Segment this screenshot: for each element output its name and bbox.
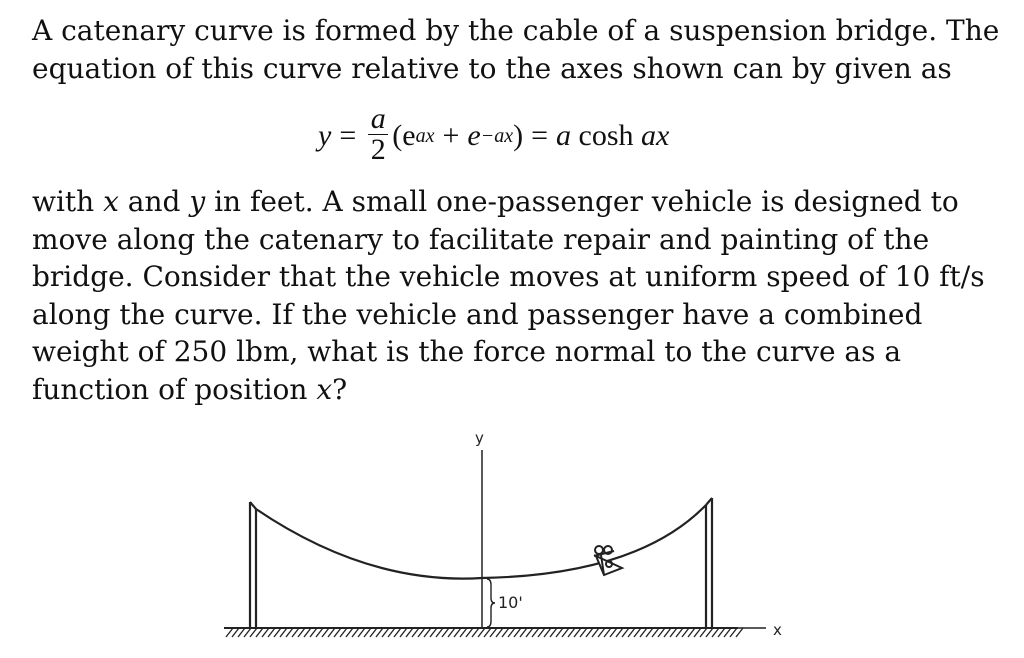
hatch-mark	[424, 628, 431, 637]
x-axis-label: x	[773, 621, 782, 639]
y-axis-label: y	[475, 429, 484, 447]
hatch-mark	[718, 628, 725, 637]
hatch-mark	[448, 628, 455, 637]
hatch-mark	[298, 628, 305, 637]
hatch-mark	[484, 628, 491, 637]
hatch-mark	[730, 628, 737, 637]
hatch-mark	[250, 628, 257, 637]
ground-hatching	[224, 628, 743, 637]
hatch-mark	[598, 628, 605, 637]
hatch-mark	[370, 628, 377, 637]
hatch-mark	[562, 628, 569, 637]
hatch-mark	[490, 628, 497, 637]
hatch-mark	[610, 628, 617, 637]
intro-line-1: A catenary curve is formed by the cable of a suspension bridge. The	[32, 14, 1000, 47]
var-x: x	[103, 185, 119, 218]
hatch-mark	[478, 628, 485, 637]
catenary-figure	[218, 425, 798, 650]
hatch-mark	[334, 628, 341, 637]
hatch-mark	[706, 628, 713, 637]
hatch-mark	[514, 628, 521, 637]
intro-line-2: equation of this curve relative to the axes shown can by given as	[32, 51, 952, 85]
hatch-mark	[304, 628, 311, 637]
eq-lhs: y	[318, 119, 332, 152]
hatch-mark	[676, 628, 683, 637]
hatch-mark	[280, 628, 287, 637]
hatch-mark	[268, 628, 275, 637]
body-line-6	[32, 371, 1002, 409]
right-tower	[706, 498, 712, 628]
body-line-5: weight of 250 lbm, what is the force normal to the curve as a	[32, 335, 902, 368]
hatch-mark	[622, 628, 629, 637]
body-line-4: along the curve. If the vehicle and passenger have a combined	[32, 297, 923, 331]
var-y: y	[189, 185, 206, 218]
eq-rhs-cosh: cosh	[578, 119, 634, 152]
hatch-mark	[526, 628, 533, 637]
hatch-mark	[346, 628, 353, 637]
hatch-mark	[406, 628, 413, 637]
body-text: function of position	[32, 372, 317, 406]
hatch-mark	[520, 628, 527, 637]
hatch-mark	[382, 628, 389, 637]
hatch-mark	[658, 628, 665, 637]
hatch-mark	[232, 628, 239, 637]
hatch-mark	[568, 628, 575, 637]
eq-equals-1: =	[339, 119, 357, 152]
eq-e2: e	[467, 119, 481, 152]
eq-open-e: (e	[392, 119, 416, 152]
hatch-mark	[496, 628, 503, 637]
hatch-mark	[670, 628, 677, 637]
hatch-mark	[532, 628, 539, 637]
var-x: x	[316, 372, 333, 406]
hatch-mark	[454, 628, 461, 637]
hatch-mark	[646, 628, 653, 637]
hatch-mark	[538, 628, 545, 637]
catenary-equation: y = $\frac{a}{2}$ (e ax + e −ax ) = a cosh ax	[318, 101, 670, 166]
hatch-mark	[322, 628, 329, 637]
body-line-1	[32, 183, 1002, 221]
hatch-mark	[226, 628, 233, 637]
hatch-mark	[628, 628, 635, 637]
hatch-mark	[274, 628, 281, 637]
hatch-mark	[244, 628, 251, 637]
hatch-mark	[238, 628, 245, 637]
hatch-mark	[430, 628, 437, 637]
hatch-mark	[688, 628, 695, 637]
hatch-mark	[616, 628, 623, 637]
hatch-mark	[550, 628, 557, 637]
catenary-cable	[256, 505, 706, 579]
hatch-mark	[376, 628, 383, 637]
eq-close: )	[513, 119, 524, 152]
hatch-mark	[364, 628, 371, 637]
hatch-mark	[310, 628, 317, 637]
hatch-mark	[358, 628, 365, 637]
hatch-mark	[316, 628, 323, 637]
hatch-mark	[442, 628, 449, 637]
sag-label: 10'	[498, 593, 523, 612]
hatch-mark	[256, 628, 263, 637]
hatch-mark	[472, 628, 479, 637]
hatch-mark	[388, 628, 395, 637]
hatch-mark	[736, 628, 743, 637]
hatch-mark	[724, 628, 731, 637]
hatch-mark	[412, 628, 419, 637]
hatch-mark	[712, 628, 719, 637]
hatch-mark	[436, 628, 443, 637]
body-text: in feet. A small one-passenger vehicle is designed to	[205, 185, 959, 218]
body-line-2: move along the catenary to facilitate repair and painting of the	[32, 222, 930, 256]
vehicle-icon	[594, 546, 622, 575]
sag-dimension	[487, 579, 495, 627]
hatch-mark	[544, 628, 551, 637]
problem-body	[32, 183, 1002, 408]
left-tower	[250, 502, 256, 628]
body-text: and	[118, 185, 190, 218]
hatch-mark	[634, 628, 641, 637]
hatch-mark	[556, 628, 563, 637]
hatch-mark	[682, 628, 689, 637]
hatch-mark	[394, 628, 401, 637]
eq-frac-numerator: a	[370, 101, 386, 135]
hatch-mark	[700, 628, 707, 637]
eq-frac-denominator: 2	[370, 132, 386, 166]
body-text: ?	[332, 372, 348, 406]
hatch-mark	[262, 628, 269, 637]
hatch-mark	[418, 628, 425, 637]
hatch-mark	[586, 628, 593, 637]
hatch-mark	[574, 628, 581, 637]
hatch-mark	[292, 628, 299, 637]
hatch-mark	[400, 628, 407, 637]
eq-equals-2: =	[531, 119, 548, 152]
hatch-mark	[286, 628, 293, 637]
hatch-mark	[652, 628, 659, 637]
eq-rhs-ax: ax	[641, 119, 670, 152]
hatch-mark	[640, 628, 647, 637]
hatch-mark	[352, 628, 359, 637]
hatch-mark	[340, 628, 347, 637]
hatch-mark	[580, 628, 587, 637]
hatch-mark	[604, 628, 611, 637]
hatch-mark	[460, 628, 467, 637]
eq-fraction	[368, 101, 388, 166]
hatch-mark	[592, 628, 599, 637]
hatch-mark	[694, 628, 701, 637]
hatch-mark	[328, 628, 335, 637]
hatch-mark	[508, 628, 515, 637]
hatch-mark	[466, 628, 473, 637]
eq-rhs-a: a	[556, 119, 571, 152]
hatch-mark	[502, 628, 509, 637]
problem-intro	[32, 12, 1002, 87]
body-line-3: bridge. Consider that the vehicle moves at uniform speed of 10 ft/s	[32, 260, 985, 293]
body-text: with	[32, 185, 104, 218]
hatch-mark	[664, 628, 671, 637]
eq-plus: +	[442, 119, 460, 152]
